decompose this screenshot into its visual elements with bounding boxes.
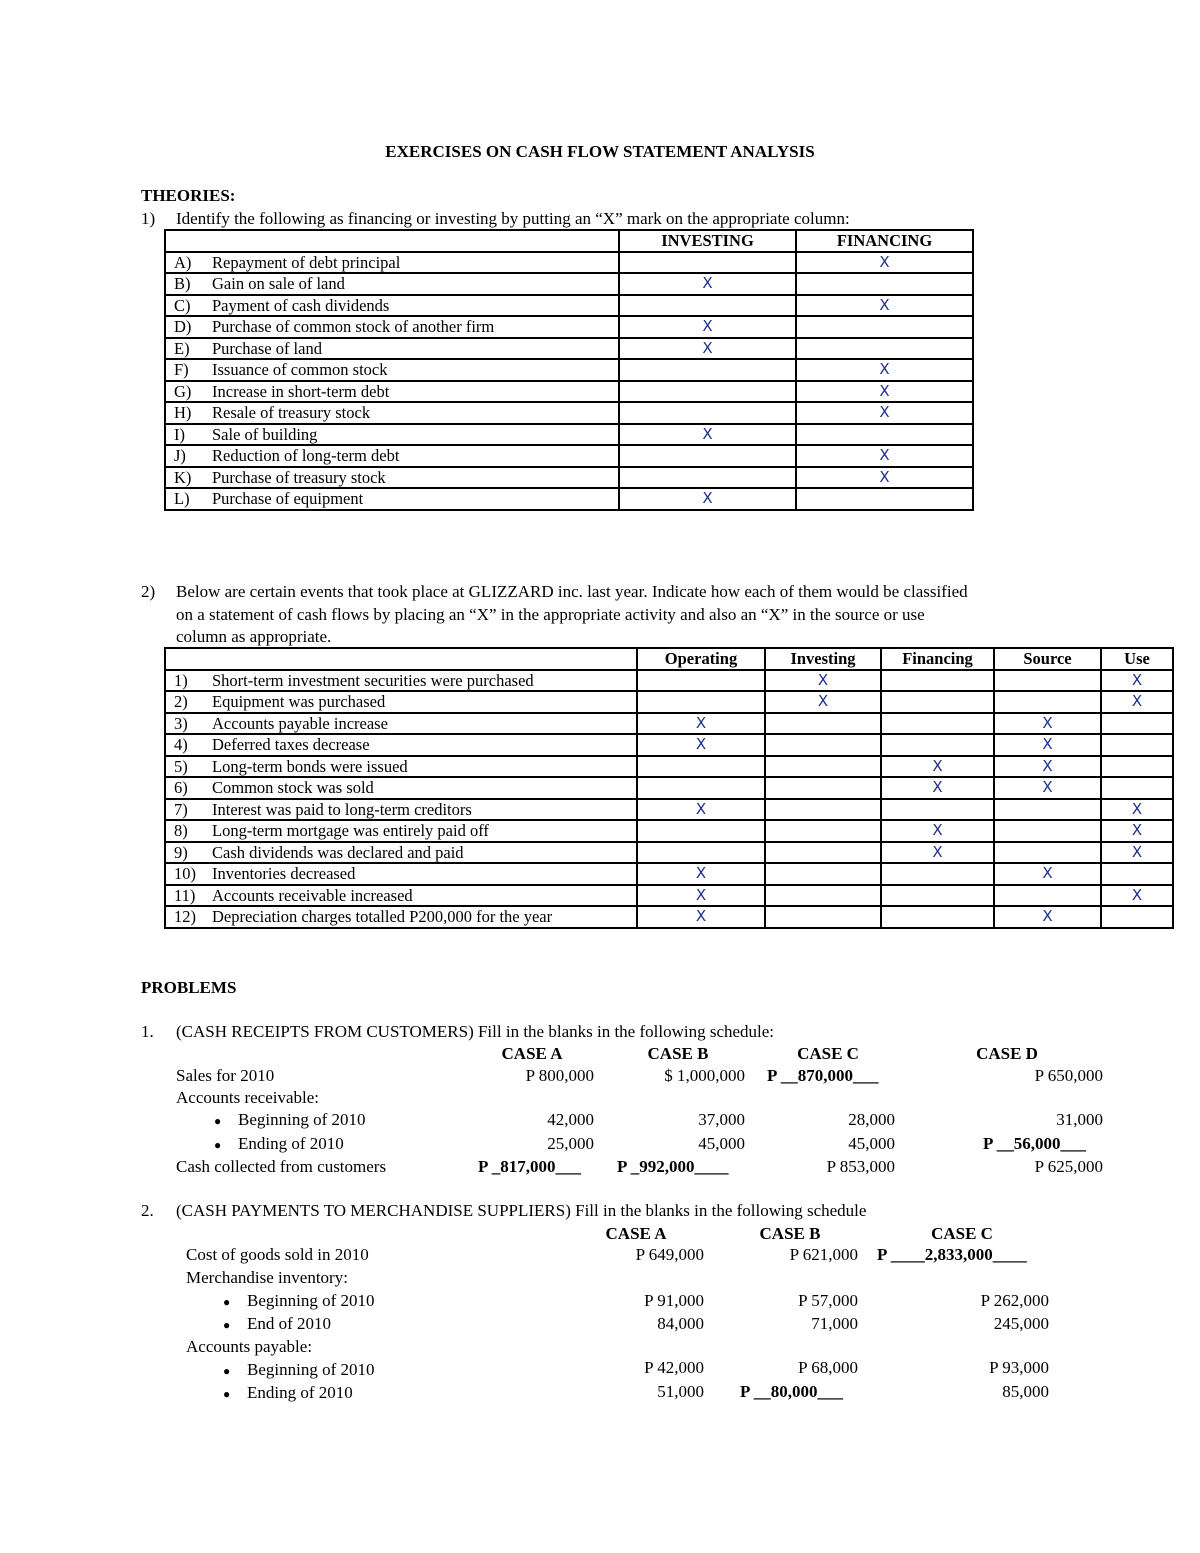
p1-cash-d: P 625,000: [1034, 1157, 1103, 1176]
p2-cogs-b: P 621,000: [789, 1245, 858, 1264]
q1-item-label: I): [174, 424, 185, 444]
p2-ap-beg-label: Beginning of 2010: [247, 1360, 375, 1379]
q2-event-label: 3): [174, 713, 188, 733]
q1-investing-mark: [619, 252, 796, 274]
p1-cash-a-answer: P _817,000___: [478, 1157, 581, 1176]
q2-event-text: Deferred taxes decrease: [212, 735, 370, 755]
q2-financing-mark: [881, 799, 994, 821]
q2-header-blank: [165, 648, 637, 670]
p1-beg-c: 28,000: [848, 1110, 895, 1129]
q2-source-mark: [994, 670, 1101, 692]
q2-event-cell: [165, 820, 637, 842]
q2-event-label: 8): [174, 821, 188, 841]
q2-table-row: [165, 906, 1173, 928]
q1-item-label: B): [174, 274, 191, 294]
q1-item-text: Payment of cash dividends: [212, 295, 390, 315]
q2-event-label: 4): [174, 735, 188, 755]
q2-use-mark: X: [1101, 820, 1173, 842]
q1-item-cell: [165, 381, 619, 403]
p2-cogs-a: P 649,000: [635, 1245, 704, 1264]
q2-event-text: Long-term bonds were issued: [212, 756, 408, 776]
q2-table-row: [165, 734, 1173, 756]
bullet-icon: ●: [214, 1114, 222, 1128]
q2-investing-mark: [765, 734, 881, 756]
p1-cash-c: P 853,000: [826, 1157, 895, 1176]
q2-financing-mark: X: [881, 777, 994, 799]
q1-item-text: Reduction of long-term debt: [212, 446, 400, 466]
q2-event-label: 7): [174, 799, 188, 819]
q1-table-row: [165, 359, 973, 381]
q2-investing-mark: [765, 713, 881, 735]
p1-end-c: 45,000: [848, 1134, 895, 1153]
q2-table-row: [165, 842, 1173, 864]
q2-event-text: Equipment was purchased: [212, 692, 386, 712]
q1-financing-mark: [796, 316, 973, 338]
p2-ap-beg-b: P 68,000: [798, 1358, 858, 1377]
q2-event-cell: [165, 691, 637, 713]
q2-source-mark: X: [994, 756, 1101, 778]
q1-table-row: [165, 467, 973, 489]
bullet-icon: ●: [223, 1318, 231, 1332]
q2-operating-mark: X: [637, 713, 765, 735]
q2-event-text: Common stock was sold: [212, 778, 374, 798]
q1-table-row: [165, 445, 973, 467]
q1-item-text: Sale of building: [212, 424, 318, 444]
q2-source-mark: X: [994, 777, 1101, 799]
q2-event-text: Cash dividends was declared and paid: [212, 842, 464, 862]
p2-inv-end-row: [223, 1314, 331, 1334]
q1-investing-mark: [619, 295, 796, 317]
q2-financing-mark: [881, 906, 994, 928]
q1-investing-mark: [619, 402, 796, 424]
q2-event-label: 9): [174, 842, 188, 862]
q2-financing-mark: [881, 863, 994, 885]
q2-use-mark: X: [1101, 842, 1173, 864]
q1-financing-mark: [796, 273, 973, 295]
q2-event-cell: [165, 756, 637, 778]
q2-financing-mark: X: [881, 842, 994, 864]
q1-item-cell: [165, 252, 619, 274]
q2-use-mark: [1101, 863, 1173, 885]
q1-item-label: L): [174, 489, 190, 509]
p2-inv-beg-c: P 262,000: [980, 1291, 1049, 1310]
q2-header-source: Source: [994, 648, 1101, 670]
q1-item-label: F): [174, 360, 189, 380]
q2-event-cell: [165, 799, 637, 821]
q1-item-cell: [165, 338, 619, 360]
p2-cogs-c-answer: P ____2,833,000____: [877, 1245, 1027, 1264]
q1-item-label: C): [174, 295, 191, 315]
p1-case-a-header: CASE A: [501, 1044, 563, 1063]
q1-table: [164, 229, 974, 511]
q1-item-text: Resale of treasury stock: [212, 403, 371, 423]
q2-header-row: [165, 648, 1173, 670]
q2-event-label: 10): [174, 864, 196, 884]
q1-financing-mark: X: [796, 359, 973, 381]
q2-source-mark: [994, 799, 1101, 821]
p1-sales-b: $ 1,000,000: [664, 1066, 745, 1085]
q1-number: 1): [141, 209, 156, 228]
q2-financing-mark: [881, 885, 994, 907]
p2-ap-beg-a: P 42,000: [644, 1358, 704, 1377]
q1-item-cell: [165, 488, 619, 510]
q1-investing-mark: [619, 445, 796, 467]
q2-investing-mark: [765, 756, 881, 778]
q2-table-row: [165, 820, 1173, 842]
p1-beg-b: 37,000: [698, 1110, 745, 1129]
q1-item-label: H): [174, 403, 192, 423]
q2-table-row: [165, 777, 1173, 799]
q2-financing-mark: [881, 734, 994, 756]
q2-financing-mark: [881, 713, 994, 735]
q2-use-mark: X: [1101, 691, 1173, 713]
p1-end-a: 25,000: [547, 1134, 594, 1153]
q1-table-row: [165, 381, 973, 403]
p1-beg-d: 31,000: [1056, 1110, 1103, 1129]
q2-operating-mark: [637, 820, 765, 842]
q2-investing-mark: X: [765, 691, 881, 713]
q2-use-mark: [1101, 756, 1173, 778]
q1-table-row: [165, 316, 973, 338]
q1-table-row: [165, 402, 973, 424]
p2-ap-end-b-answer: P __80,000___: [740, 1382, 843, 1401]
q1-item-cell: [165, 316, 619, 338]
q1-item-label: K): [174, 467, 192, 487]
q1-table-row: [165, 252, 973, 274]
q2-header-operating: Operating: [637, 648, 765, 670]
p1-beg-a: 42,000: [547, 1110, 594, 1129]
q1-item-text: Gain on sale of land: [212, 274, 345, 294]
p1-end-label: Ending of 2010: [238, 1134, 344, 1153]
q1-investing-mark: [619, 381, 796, 403]
p1-number: 1.: [141, 1022, 154, 1041]
q1-financing-mark: X: [796, 381, 973, 403]
p2-ap-end-c: 85,000: [1002, 1382, 1049, 1401]
q1-table-row: [165, 424, 973, 446]
q2-event-text: Accounts receivable increased: [212, 885, 413, 905]
q2-use-mark: [1101, 777, 1173, 799]
q2-source-mark: X: [994, 906, 1101, 928]
q2-operating-mark: [637, 670, 765, 692]
p2-inv-beg-b: P 57,000: [798, 1291, 858, 1310]
q2-instruction-line1: Below are certain events that took place at GLIZZARD inc. last year. Indicate how each of them would be classified: [176, 582, 968, 601]
q1-financing-mark: X: [796, 252, 973, 274]
q2-event-cell: [165, 734, 637, 756]
q2-event-text: Short-term investment securities were purchased: [212, 670, 534, 690]
q2-instruction-line2: on a statement of cash flows by placing an “X” in the appropriate activity and also an “X” in the source or use: [176, 605, 925, 624]
p1-cash-label: Cash collected from customers: [176, 1157, 387, 1176]
q2-event-text: Long-term mortgage was entirely paid off: [212, 821, 489, 841]
p2-case-c-header: CASE C: [931, 1224, 993, 1243]
q2-event-label: 11): [174, 885, 196, 905]
q2-use-mark: X: [1101, 670, 1173, 692]
q2-use-mark: X: [1101, 885, 1173, 907]
q1-financing-mark: X: [796, 467, 973, 489]
p2-inv-end-label: End of 2010: [247, 1314, 332, 1333]
p1-end-b: 45,000: [698, 1134, 745, 1153]
q2-event-cell: [165, 842, 637, 864]
p1-case-c-header: CASE C: [797, 1044, 859, 1063]
q2-operating-mark: X: [637, 799, 765, 821]
q1-financing-mark: [796, 488, 973, 510]
q1-header-blank: [165, 230, 619, 252]
q2-event-text: Depreciation charges totalled P200,000 for the year: [212, 907, 553, 927]
p1-beg-label: Beginning of 2010: [238, 1110, 366, 1129]
p2-ap-beg-row: [223, 1360, 375, 1380]
q2-event-label: 5): [174, 756, 188, 776]
q2-source-mark: X: [994, 863, 1101, 885]
p1-cash-b-answer: P _992,000____: [617, 1157, 729, 1176]
q2-header-investing: Investing: [765, 648, 881, 670]
q1-item-cell: [165, 295, 619, 317]
q2-event-text: Interest was paid to long-term creditors: [212, 799, 472, 819]
q1-header-row: [165, 230, 973, 252]
q2-source-mark: [994, 842, 1101, 864]
q2-investing-mark: [765, 820, 881, 842]
q2-header-financing: Financing: [881, 648, 994, 670]
q1-item-text: Repayment of debt principal: [212, 252, 401, 272]
q1-investing-mark: X: [619, 488, 796, 510]
q2-use-mark: X: [1101, 799, 1173, 821]
q1-item-label: G): [174, 381, 192, 401]
q1-item-label: J): [174, 446, 186, 466]
q2-event-cell: [165, 885, 637, 907]
q2-source-mark: [994, 691, 1101, 713]
q2-operating-mark: [637, 777, 765, 799]
p2-inv-beg-row: [223, 1291, 375, 1311]
p2-number: 2.: [141, 1201, 154, 1220]
p1-end-d-answer: P __56,000___: [983, 1134, 1086, 1153]
q1-item-cell: [165, 273, 619, 295]
p2-inv-end-a: 84,000: [657, 1314, 704, 1333]
p1-sales-d: P 650,000: [1034, 1066, 1103, 1085]
q1-header-investing: INVESTING: [619, 230, 796, 252]
q2-event-cell: [165, 777, 637, 799]
q1-item-label: E): [174, 338, 190, 358]
p2-ap-beg-c: P 93,000: [989, 1358, 1049, 1377]
q1-financing-mark: X: [796, 402, 973, 424]
q1-item-cell: [165, 424, 619, 446]
q2-event-cell: [165, 713, 637, 735]
q1-header-financing: FINANCING: [796, 230, 973, 252]
q2-event-label: 2): [174, 692, 188, 712]
q2-table-row: [165, 799, 1173, 821]
q2-table-row: [165, 756, 1173, 778]
q1-item-text: Increase in short-term debt: [212, 381, 390, 401]
q2-event-label: 1): [174, 670, 188, 690]
q2-investing-mark: [765, 863, 881, 885]
p1-end-row: [214, 1134, 344, 1154]
p1-sales-a: P 800,000: [525, 1066, 594, 1085]
q2-investing-mark: [765, 885, 881, 907]
q2-investing-mark: [765, 906, 881, 928]
q2-event-text: Accounts payable increase: [212, 713, 388, 733]
p1-instruction: (CASH RECEIPTS FROM CUSTOMERS) Fill in the blanks in the following schedule:: [176, 1022, 775, 1041]
q1-financing-mark: X: [796, 295, 973, 317]
q2-use-mark: [1101, 713, 1173, 735]
p2-inv-label: Merchandise inventory:: [186, 1268, 348, 1287]
page-title: EXERCISES ON CASH FLOW STATEMENT ANALYSIS: [385, 142, 815, 161]
bullet-icon: ●: [214, 1138, 222, 1152]
q1-table-row: [165, 295, 973, 317]
q2-financing-mark: [881, 691, 994, 713]
q2-financing-mark: [881, 670, 994, 692]
q2-source-mark: [994, 885, 1101, 907]
q1-table-row: [165, 488, 973, 510]
q1-item-text: Purchase of treasury stock: [212, 467, 386, 487]
q2-operating-mark: X: [637, 906, 765, 928]
q1-investing-mark: X: [619, 338, 796, 360]
q2-header-use: Use: [1101, 648, 1173, 670]
p2-ap-end-row: [223, 1383, 353, 1403]
p2-case-a-header: CASE A: [605, 1224, 667, 1243]
p1-ar-label: Accounts receivable:: [176, 1088, 320, 1107]
q2-table-row: [165, 691, 1173, 713]
q2-source-mark: [994, 820, 1101, 842]
q2-operating-mark: X: [637, 863, 765, 885]
bullet-icon: ●: [223, 1364, 231, 1378]
q2-event-cell: [165, 670, 637, 692]
q1-item-label: A): [174, 252, 192, 272]
q1-item-cell: [165, 467, 619, 489]
p2-ap-end-label: Ending of 2010: [247, 1383, 353, 1402]
p2-inv-beg-label: Beginning of 2010: [247, 1291, 375, 1310]
p2-ap-end-a: 51,000: [657, 1382, 704, 1401]
q2-investing-mark: [765, 777, 881, 799]
q2-operating-mark: [637, 842, 765, 864]
q1-financing-mark: [796, 338, 973, 360]
q1-item-cell: [165, 445, 619, 467]
q2-event-text: Inventories decreased: [212, 864, 356, 884]
q1-item-cell: [165, 402, 619, 424]
bullet-icon: ●: [223, 1295, 231, 1309]
q2-financing-mark: X: [881, 756, 994, 778]
q2-investing-mark: [765, 799, 881, 821]
q1-investing-mark: X: [619, 273, 796, 295]
q1-item-text: Purchase of land: [212, 338, 322, 358]
p2-inv-end-b: 71,000: [811, 1314, 858, 1333]
p2-case-b-header: CASE B: [759, 1224, 821, 1243]
q2-use-mark: [1101, 734, 1173, 756]
q2-operating-mark: X: [637, 885, 765, 907]
q2-investing-mark: X: [765, 670, 881, 692]
bullet-icon: ●: [223, 1387, 231, 1401]
q1-instruction: Identify the following as financing or investing by putting an “X” mark on the appropriate column:: [176, 209, 850, 228]
q1-financing-mark: [796, 424, 973, 446]
q2-operating-mark: [637, 691, 765, 713]
q2-event-cell: [165, 906, 637, 928]
q2-table-row: [165, 670, 1173, 692]
q2-event-label: 12): [174, 907, 196, 927]
p1-case-b-header: CASE B: [647, 1044, 709, 1063]
problems-heading: PROBLEMS: [141, 978, 237, 997]
q2-event-label: 6): [174, 778, 188, 798]
p2-instruction: (CASH PAYMENTS TO MERCHANDISE SUPPLIERS) Fill in the blanks in the following schedule: [176, 1201, 867, 1220]
p1-sales-label: Sales for 2010: [176, 1066, 275, 1085]
q1-table-row: [165, 273, 973, 295]
q1-item-text: Purchase of equipment: [212, 489, 364, 509]
theories-heading: THEORIES:: [141, 186, 236, 205]
q2-source-mark: X: [994, 713, 1101, 735]
q1-financing-mark: X: [796, 445, 973, 467]
q1-item-cell: [165, 359, 619, 381]
q2-table-row: [165, 885, 1173, 907]
q1-item-label: D): [174, 317, 192, 337]
q2-operating-mark: X: [637, 734, 765, 756]
p1-case-d-header: CASE D: [976, 1044, 1038, 1063]
q2-operating-mark: [637, 756, 765, 778]
q2-table-row: [165, 713, 1173, 735]
q1-investing-mark: [619, 467, 796, 489]
q1-investing-mark: X: [619, 316, 796, 338]
p2-inv-beg-a: P 91,000: [644, 1291, 704, 1310]
q1-item-text: Issuance of common stock: [212, 360, 388, 380]
q1-table-row: [165, 338, 973, 360]
q2-investing-mark: [765, 842, 881, 864]
q2-use-mark: [1101, 906, 1173, 928]
q2-number: 2): [141, 582, 156, 601]
q2-instruction-line3: column as appropriate.: [176, 627, 332, 646]
p2-inv-end-c: 245,000: [993, 1314, 1049, 1333]
p1-beg-row: [214, 1110, 366, 1130]
q2-financing-mark: X: [881, 820, 994, 842]
q2-table-row: [165, 863, 1173, 885]
q1-investing-mark: X: [619, 424, 796, 446]
q2-source-mark: X: [994, 734, 1101, 756]
p2-cogs-label: Cost of goods sold in 2010: [186, 1245, 369, 1264]
q2-event-cell: [165, 863, 637, 885]
q1-investing-mark: [619, 359, 796, 381]
q2-table: [164, 647, 1174, 929]
p2-ap-label: Accounts payable:: [186, 1337, 313, 1356]
q1-item-text: Purchase of common stock of another firm: [212, 317, 495, 337]
p1-sales-c-answer: P __870,000___: [767, 1066, 879, 1085]
